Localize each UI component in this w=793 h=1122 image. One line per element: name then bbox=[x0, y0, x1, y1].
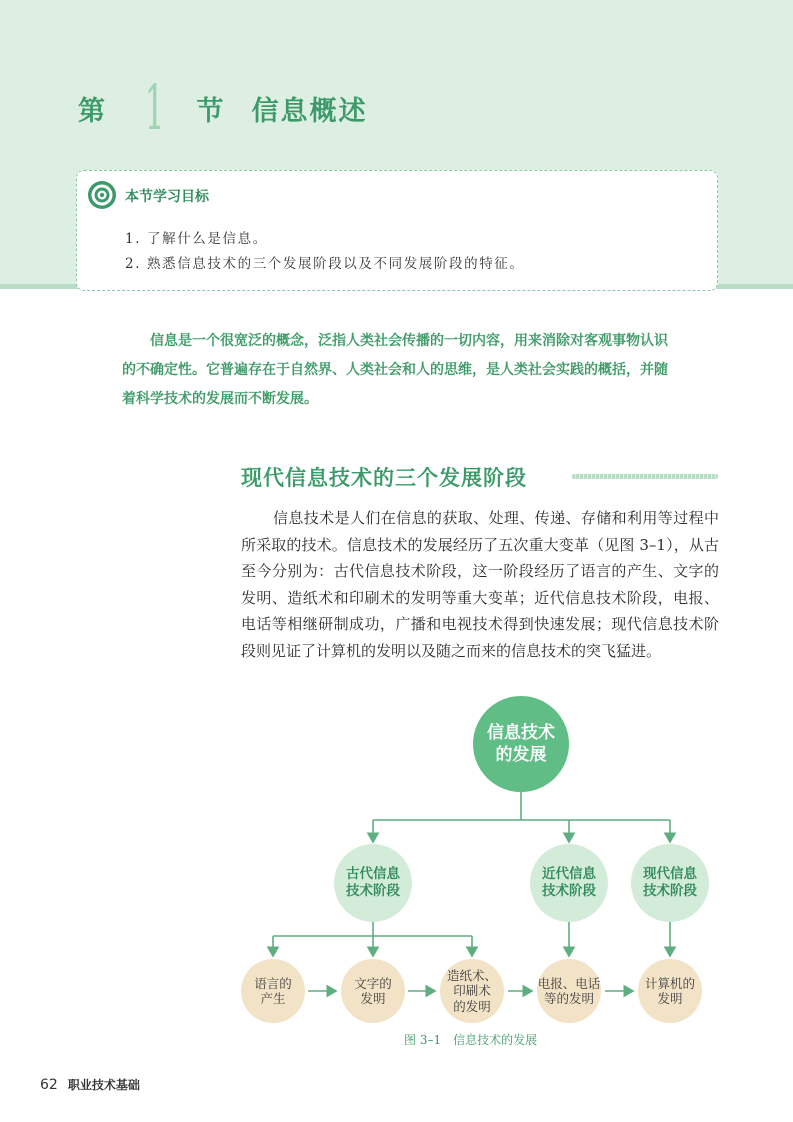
section-heading bbox=[78, 71, 368, 144]
event-line: 印刷术 bbox=[453, 983, 491, 999]
event-node-paper-printing bbox=[440, 959, 504, 1023]
book-title: 职业技术基础 bbox=[67, 1078, 140, 1092]
body-text: 信息技术是人们在信息的获取、处理、传递、存储和利用等过程中所采取的技术。信息技术的发展经历了五次重大变革（见图 3–1），从古至今分别为：古代信息技术阶段，这一阶段经历了语言的产生、文字的发明、造纸术和印刷术的发明等重大变革；近代信息技术阶段，电报、电话等相继研制成功，广播和电视技术得到快速发展；现代信息技术阶段则见证了计算机的发明以及随之而来的信息技术的突飞猛进。 bbox=[241, 509, 719, 660]
figure-label: 图 3–1 bbox=[404, 1033, 442, 1047]
objectives-list bbox=[125, 227, 525, 277]
section-prefix: 第 bbox=[78, 95, 107, 127]
stage-node-contemporary bbox=[631, 844, 709, 922]
section-number: 1 bbox=[144, 71, 165, 144]
stage-line: 技术阶段 bbox=[346, 883, 400, 899]
objective-item bbox=[125, 252, 525, 277]
event-node-writing bbox=[341, 959, 405, 1023]
event-line: 计算机的 bbox=[644, 975, 695, 991]
event-node-computer bbox=[638, 959, 702, 1023]
objective-text: 熟悉信息技术的三个发展阶段以及不同发展阶段的特征。 bbox=[147, 256, 525, 272]
intro-text: 信息是一个很宽泛的概念，泛指人类社会传播的一切内容，用来消除对客观事物认识的不确定性。它普遍存在于自然界、人类社会和人的思维，是人类社会实践的概括，并随着科学技术的发展而不断发展。 bbox=[122, 333, 668, 407]
event-line: 造纸术、 bbox=[446, 967, 497, 983]
event-node-language bbox=[241, 959, 305, 1023]
subsection-title: 现代信息技术的三个发展阶段 bbox=[241, 466, 527, 490]
body-paragraph bbox=[241, 505, 719, 664]
objective-text: 了解什么是信息。 bbox=[147, 231, 268, 247]
section-suffix: 节 bbox=[196, 95, 224, 127]
event-line: 语言的 bbox=[254, 975, 292, 991]
objective-number: 1. bbox=[125, 231, 142, 247]
figure-caption bbox=[404, 1031, 537, 1048]
root-line-2: 的发展 bbox=[495, 745, 547, 765]
event-line: 发明 bbox=[360, 991, 386, 1006]
stage-line: 近代信息 bbox=[542, 866, 596, 882]
figure-caption-text: 信息技术的发展 bbox=[453, 1033, 538, 1047]
stage-line: 古代信息 bbox=[346, 866, 400, 882]
intro-paragraph bbox=[122, 327, 674, 414]
event-line: 电报、电话 bbox=[537, 975, 601, 991]
stage-node-modern-early bbox=[530, 844, 608, 922]
event-line: 发明 bbox=[657, 991, 683, 1006]
event-line: 产生 bbox=[260, 991, 286, 1006]
target-icon bbox=[87, 180, 117, 210]
event-line: 文字的 bbox=[354, 975, 392, 991]
event-node-telegraph-telephone bbox=[537, 959, 601, 1023]
root-line-1: 信息技术 bbox=[487, 723, 555, 743]
objectives-title: 本节学习目标 bbox=[125, 189, 209, 205]
stage-line: 技术阶段 bbox=[643, 883, 697, 899]
subsection-decor-line bbox=[572, 474, 718, 479]
page-footer bbox=[40, 1076, 140, 1093]
diagram-root-node bbox=[473, 696, 569, 792]
stage-node-ancient bbox=[334, 844, 412, 922]
learning-objectives-box bbox=[76, 170, 718, 291]
development-diagram bbox=[228, 694, 728, 1034]
objective-item bbox=[125, 227, 525, 252]
objective-number: 2. bbox=[125, 256, 142, 272]
stage-line: 技术阶段 bbox=[542, 883, 596, 899]
page-number: 62 bbox=[40, 1077, 58, 1093]
event-line: 的发明 bbox=[453, 998, 491, 1014]
page-title: 信息概述 bbox=[251, 95, 368, 127]
event-line: 等的发明 bbox=[543, 991, 594, 1006]
stage-line: 现代信息 bbox=[643, 866, 697, 882]
